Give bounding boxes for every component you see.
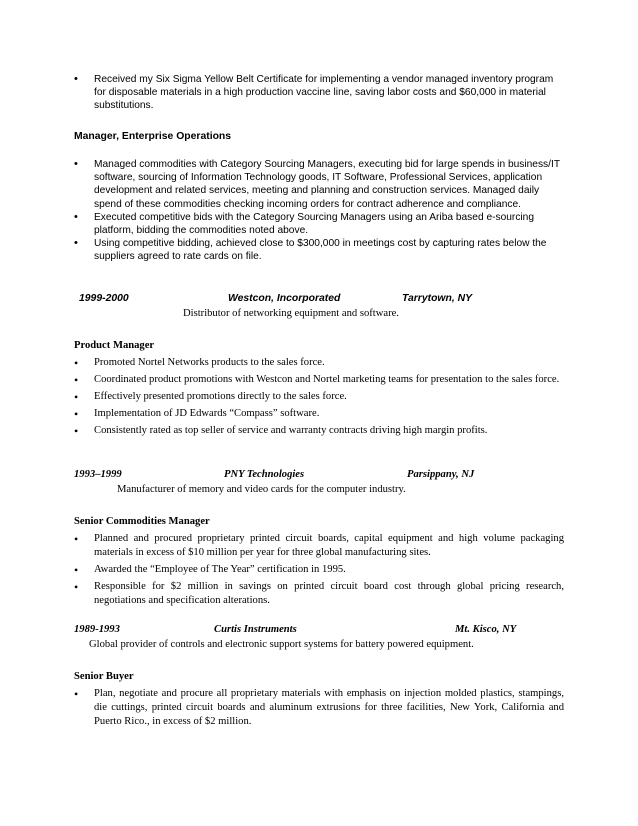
list-item: • Received my Six Sigma Yellow Belt Certificate for implementing a vendor managed inventory program for disposable materials in a high production vaccine line, saving labor costs and $60,000 in material substitutions. <box>74 73 564 113</box>
list-item: • Plan, negotiate and procure all proprietary materials with emphasis on injection molded plastics, stampings, die cuttings, printed circuit boards and aluminum extrusions for three facilities, New York, California and Puerto Rico., in excess of $2 million. <box>74 687 564 729</box>
pny-location: Parsippany, NJ <box>407 469 475 480</box>
curtis-location: Mt. Kisco, NY <box>455 624 517 635</box>
list-item: • Using competitive bidding, achieved close to $300,000 in meetings cost by capturing rates below the suppliers agreed to rate cards on file. <box>74 237 564 263</box>
list-item: • Consistently rated as top seller of service and warranty contracts driving high margin profits. <box>74 424 564 438</box>
role-title-enterprise-operations: Manager, Enterprise Operations <box>74 131 232 142</box>
list-item: • Executed competitive bids with the Category Sourcing Managers using an Ariba based e-sourcing platform, bidding the commodities noted above. <box>74 211 564 237</box>
role-title-senior-commodities-manager: Senior Commodities Manager <box>74 516 210 527</box>
list-item: • Effectively presented promotions directly to the sales force. <box>74 390 564 404</box>
westcon-description: Distributor of networking equipment and software. <box>183 308 399 319</box>
list-item: • Promoted Nortel Networks products to the sales force. <box>74 356 564 370</box>
list-item: • Implementation of JD Edwards “Compass” software. <box>74 407 564 421</box>
role-title-product-manager: Product Manager <box>74 340 155 351</box>
curtis-company: Curtis Instruments <box>214 624 297 635</box>
curtis-description: Global provider of controls and electronic support systems for battery powered equipment. <box>89 639 474 650</box>
product-manager-bullets <box>74 356 564 441</box>
list-item: • Planned and procured proprietary printed circuit boards, capital equipment and high volume packaging materials in excess of $10 million per year for three global manufacturing sites. <box>74 532 564 560</box>
westcon-location: Tarrytown, NY <box>402 293 473 304</box>
list-item: • Awarded the “Employee of The Year” certification in 1995. <box>74 563 564 577</box>
pny-description: Manufacturer of memory and video cards for the computer industry. <box>117 484 406 495</box>
role-title-senior-buyer: Senior Buyer <box>74 671 134 682</box>
list-item: • Responsible for $2 million in savings on printed circuit board cost through global pricing research, negotiations and specification alterations. <box>74 580 564 608</box>
curtis-years: 1989-1993 <box>74 624 120 635</box>
list-item: • Managed commodities with Category Sourcing Managers, executing bid for large spends in business/IT software, sourcing of Information Technology goods, IT Software, Professional Services, application development and related services, meeting and planning and construction services. Managed daily spend of these commodities checking incoming orders for contract adherence and compliance. <box>74 158 564 211</box>
pny-company: PNY Technologies <box>224 469 305 480</box>
six-sigma-bullets <box>74 73 564 113</box>
pny-years: 1993–1999 <box>74 469 122 480</box>
senior-commodities-bullets <box>74 532 564 611</box>
enterprise-operations-bullets <box>74 158 564 264</box>
westcon-company: Westcon, Incorporated <box>228 293 341 304</box>
list-item: • Coordinated product promotions with Westcon and Nortel marketing teams for presentation to the sales force. <box>74 373 564 387</box>
westcon-years: 1999-2000 <box>79 293 129 304</box>
senior-buyer-bullets <box>74 687 564 732</box>
